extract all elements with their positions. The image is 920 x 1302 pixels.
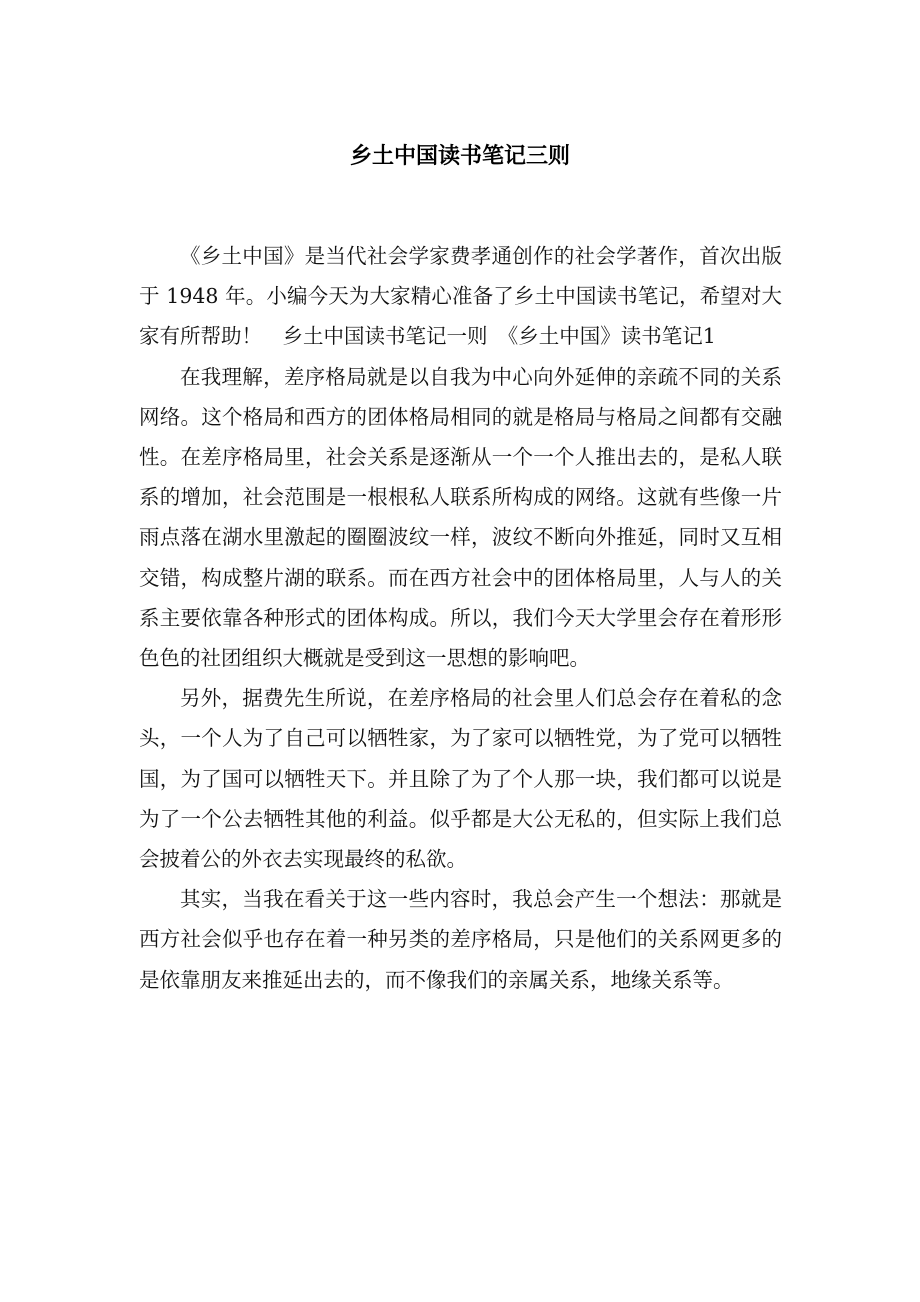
document-body (139, 236, 782, 1000)
document-title: 乡土中国读书笔记三则 (349, 143, 570, 169)
paragraph-western-society: 其实，当我在看关于这一些内容时，我总会产生一个想法：那就是西方社会似乎也存在着一种另类的差序格局，只是他们的关系网更多的是依靠朋友来推延出去的，而不像我们的亲属关系，地缘关系等。 (139, 887, 782, 992)
paragraph-intro: 《乡土中国》是当代社会学家费孝通创作的社会学著作，首次出版于 1948 年。小编今天为大家精心准备了乡土中国读书笔记，希望对大家有所帮助！ 乡土中国读书笔记一则 《乡土中国》读书笔记1 (139, 244, 782, 349)
paragraph-differential-pattern: 在我理解，差序格局就是以自我为中心向外延伸的亲疏不同的关系网络。这个格局和西方的团体格局相同的就是格局与格局之间都有交融性。在差序格局里，社会关系是逐渐从一个一个人推出去的，是私人联系的增加，社会范围是一根根私人联系所构成的网络。这就有些像一片雨点落在湖水里激起的圈圈波纹一样，波纹不断向外推延，同时又互相交错，构成整片湖的联系。而在西方社会中的团体格局里，人与人的关系主要依靠各种形式的团体构成。所以，我们今天大学里会存在着形形色色的社团组织大概就是受到这一思想的影响吧。 (139, 364, 782, 671)
paragraph-selfishness: 另外，据费先生所说，在差序格局的社会里人们总会存在着私的念头，一个人为了自己可以牺牲家，为了家可以牺牲党，为了党可以牺牲国，为了国可以牺牲天下。并且除了为了个人那一块，我们都可以说是为了一个公去牺牲其他的利益。似乎都是大公无私的，但实际上我们总会披着公的外衣去实现最终的私欲。 (139, 686, 782, 872)
